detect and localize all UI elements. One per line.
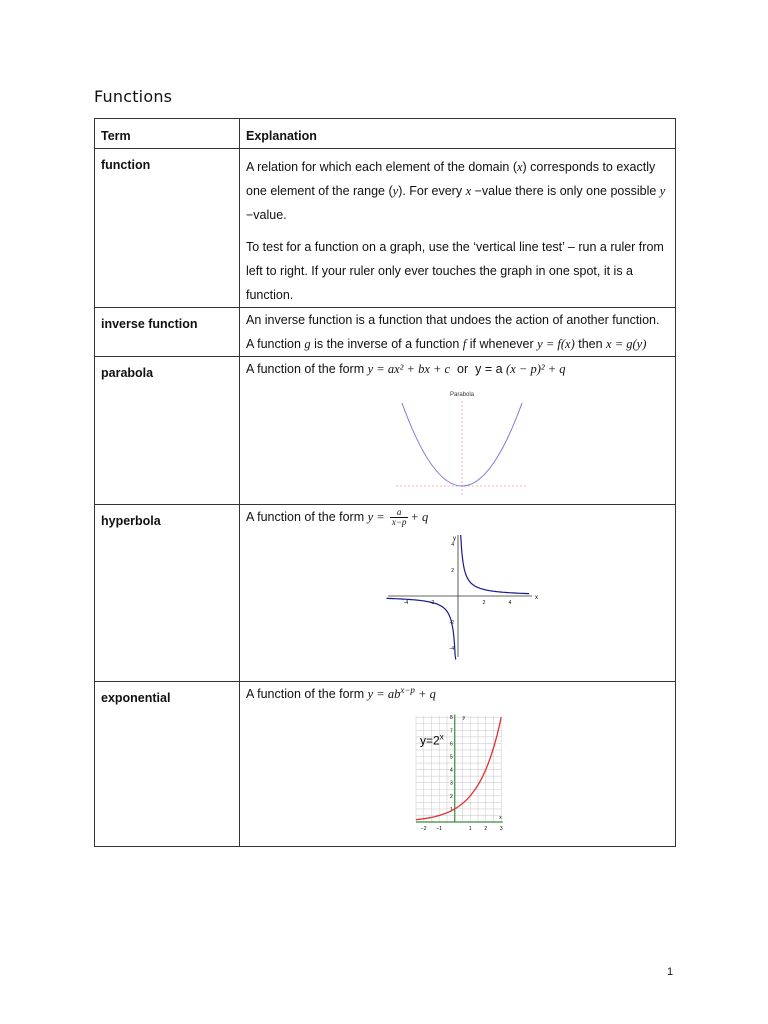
hyperbola-y-tick: 4	[451, 542, 454, 548]
exponential-x-tick: 2	[484, 826, 488, 832]
exponential-x-tick: 1	[468, 826, 472, 832]
math-formula: y = ax² + bx + c	[367, 362, 451, 376]
hyperbola-x-tick: 4	[508, 600, 512, 606]
page-title: Functions	[94, 87, 173, 106]
explanation-cell	[240, 308, 676, 357]
table-row	[95, 682, 676, 847]
text: A function of the form	[246, 687, 368, 701]
exponential-x-tick: 3	[499, 826, 503, 832]
math-formula: + q	[414, 687, 436, 701]
explanation-cell	[240, 149, 676, 308]
math-y: y	[392, 184, 399, 198]
text: ) corresponds to exactly one element of the range (	[246, 160, 656, 198]
math-exponent: x−p	[400, 684, 415, 695]
text: −value there is only one possible	[471, 184, 660, 198]
explanation-cell	[240, 505, 676, 682]
fraction-denominator: x−p	[391, 517, 407, 528]
explanation-cell	[240, 682, 676, 847]
term-cell: inverse function	[95, 308, 240, 357]
math-formula: y =	[367, 510, 388, 524]
vertical-line-test-text: To test for a function on a graph, use the ‘vertical line test’ – run a ruler from left to right. If your ruler only ever touches the graph in one spot, it is a function.	[246, 240, 664, 302]
exponential-y-tick: 8	[449, 715, 453, 722]
text: or	[450, 362, 476, 376]
hyperbola-graph	[246, 535, 676, 669]
text: An inverse function is a function that undoes the action of another function. A function	[246, 313, 660, 351]
text: is the inverse of a function	[310, 337, 463, 351]
math-g: g	[304, 337, 311, 351]
math-x: x	[516, 160, 523, 174]
header-term: Term	[95, 119, 240, 149]
table-row	[95, 308, 676, 357]
math-formula: y = ab	[367, 687, 401, 701]
table-row	[95, 357, 676, 505]
table-header-row	[95, 119, 676, 149]
math-equation: x = g(y)	[606, 337, 647, 351]
terms-table	[94, 118, 676, 847]
fraction-numerator: a	[390, 508, 409, 518]
text: then	[574, 337, 607, 351]
math-fraction	[390, 508, 409, 527]
exponential-y-label: y	[462, 715, 466, 722]
exponential-y-tick: 6	[449, 741, 453, 748]
math-equation: y = f(x)	[537, 337, 575, 351]
hyperbola-y-tick: -4	[449, 646, 454, 652]
hyperbola-x-tick: 2	[482, 600, 486, 606]
header-explanation: Explanation	[240, 119, 676, 149]
hyperbola-branch-right	[459, 535, 529, 594]
parabola-graph	[246, 387, 676, 499]
term-cell: function	[95, 149, 240, 308]
hyperbola-y-tick: -2	[449, 620, 454, 626]
table-row	[95, 149, 676, 308]
exponential-x-tick: −1	[436, 826, 443, 832]
hyperbola-y-tick: 2	[451, 568, 454, 574]
hyperbola-y-label: y	[453, 536, 456, 542]
page-number: 1	[667, 966, 674, 978]
exponential-graph	[246, 712, 676, 836]
math-f: f	[462, 337, 467, 351]
hyperbola-branch-left	[387, 598, 457, 659]
hyperbola-x-tick: -2	[429, 600, 435, 606]
exponential-x-tick: −2	[420, 826, 427, 832]
exponential-form	[246, 682, 669, 706]
exponential-y-tick: 7	[449, 728, 453, 735]
explanation-cell	[240, 357, 676, 505]
math-x: x	[465, 184, 472, 198]
text: A function of the form	[246, 510, 368, 524]
math-formula: (x − p)² + q	[506, 362, 566, 376]
parabola-form	[246, 357, 669, 381]
function-definition	[246, 155, 669, 227]
term-cell: exponential	[95, 682, 240, 847]
exponential-y-tick: 4	[449, 767, 453, 774]
table-row	[95, 505, 676, 682]
term-cell: parabola	[95, 357, 240, 505]
text: A function of the form	[246, 362, 368, 376]
text: if whenever	[466, 337, 538, 351]
hyperbola-form	[246, 505, 669, 529]
term-cell: hyperbola	[95, 505, 240, 682]
text: A relation for which each element of the domain (	[246, 160, 517, 174]
exponential-y-tick: 3	[449, 780, 453, 787]
exponential-y-tick: 5	[449, 754, 453, 761]
parabola-graph-title: Parabola	[449, 392, 475, 398]
math-formula: + q	[410, 510, 429, 524]
hyperbola-x-label: x	[535, 595, 538, 601]
exponential-y-tick: 2	[449, 793, 453, 800]
hyperbola-x-tick: -4	[403, 600, 409, 606]
exponential-graph-label: $y=2^x$	[420, 732, 444, 748]
text: −value.	[246, 208, 287, 222]
exponential-y-tick: 1	[449, 806, 453, 813]
math-y: y	[659, 184, 666, 198]
text: ). For every	[398, 184, 466, 198]
exponential-x-label: x	[499, 815, 502, 821]
text: y = a	[475, 362, 507, 376]
inverse-definition	[246, 308, 669, 356]
